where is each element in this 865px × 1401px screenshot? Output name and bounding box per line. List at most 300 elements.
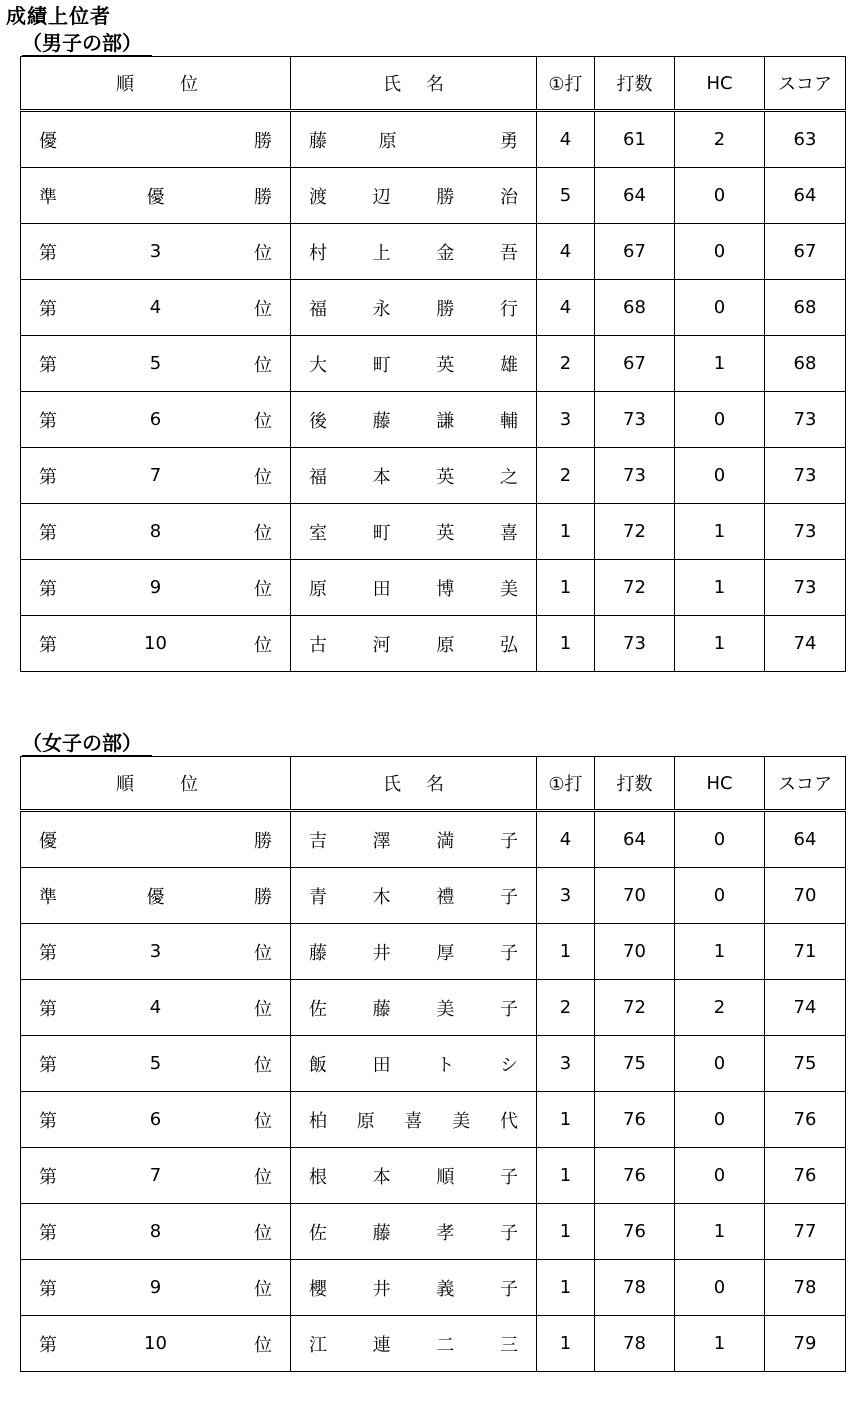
- rank-cell-part: 10: [144, 1333, 167, 1354]
- rank-cell-part: 勝: [254, 830, 272, 852]
- name-cell-part: 之: [499, 466, 518, 488]
- name-cell-part: 順: [436, 1166, 455, 1188]
- name-cell-part: 吉: [309, 830, 327, 852]
- rank-cell-part: 位: [253, 942, 272, 964]
- table-row: [21, 924, 846, 980]
- table-body-women: [21, 811, 846, 1372]
- header-rank-char: 順: [116, 774, 134, 795]
- table-row: [21, 224, 846, 280]
- rank-cell-part: 優: [146, 186, 165, 208]
- name-cell: [291, 1316, 537, 1372]
- rank-cell-part: 第: [39, 242, 57, 264]
- name-cell-part: 青: [309, 886, 327, 908]
- name-cell-part: 子: [499, 942, 518, 964]
- rank-cell-part: 位: [253, 1278, 272, 1300]
- first-stroke-cell: 3: [537, 868, 595, 924]
- table-row: [21, 1148, 846, 1204]
- name-cell: [291, 1036, 537, 1092]
- name-cell: [291, 504, 537, 560]
- header-name-char: 名: [426, 774, 444, 795]
- header-name-char: 名: [426, 74, 444, 95]
- header-rank: [21, 757, 291, 811]
- strokes-cell: 76: [595, 1204, 675, 1260]
- first-stroke-cell: 3: [537, 392, 595, 448]
- name-cell-part: 町: [372, 354, 391, 376]
- first-stroke-cell: 1: [537, 1204, 595, 1260]
- rank-cell-part: 第: [39, 1054, 57, 1076]
- table-row: [21, 560, 846, 616]
- rank-cell-part: 勝: [254, 186, 272, 208]
- rank-cell-part: 勝: [254, 130, 272, 152]
- name-cell-part: 藤: [309, 942, 327, 964]
- strokes-cell: 73: [595, 392, 675, 448]
- score-cell: 74: [765, 980, 846, 1036]
- rank-cell: [21, 1036, 291, 1092]
- rank-cell-part: 第: [39, 410, 57, 432]
- rank-cell-part: 第: [39, 1166, 57, 1188]
- name-cell-part: 謙: [436, 410, 455, 432]
- name-cell-part: 江: [309, 1334, 327, 1356]
- table-row: [21, 1204, 846, 1260]
- name-cell-part: 町: [372, 522, 391, 544]
- name-cell-part: 二: [436, 1334, 455, 1356]
- name-cell-part: 子: [499, 1222, 518, 1244]
- name-cell-part: 禮: [436, 886, 455, 908]
- first-stroke-cell: 1: [537, 1260, 595, 1316]
- name-cell: [291, 1204, 537, 1260]
- name-cell-part: 渡: [309, 186, 327, 208]
- name-cell: [291, 980, 537, 1036]
- name-cell-part: 美: [499, 578, 518, 600]
- rank-cell-part: 第: [39, 354, 57, 376]
- rank-cell-part: 優: [39, 130, 57, 152]
- rank-cell: [21, 616, 291, 672]
- header-name: [291, 757, 537, 811]
- rank-cell-part: 位: [253, 522, 272, 544]
- rank-cell-part: 第: [39, 998, 57, 1020]
- name-cell-part: 代: [500, 1110, 518, 1132]
- rank-cell-part: 位: [253, 242, 272, 264]
- table-header-row: [21, 757, 846, 811]
- hc-cell: 1: [675, 1204, 765, 1260]
- name-cell-part: 英: [436, 354, 455, 376]
- name-cell-part: 英: [436, 522, 455, 544]
- table-row: [21, 1092, 846, 1148]
- rank-cell-part: 勝: [254, 886, 272, 908]
- strokes-cell: 72: [595, 504, 675, 560]
- header-hc: HC: [675, 757, 765, 811]
- rank-cell-part: 位: [253, 466, 272, 488]
- name-cell-part: 根: [309, 1166, 327, 1188]
- header-rank-char: 位: [180, 774, 198, 795]
- score-cell: 64: [765, 811, 846, 868]
- score-cell: 71: [765, 924, 846, 980]
- score-cell: 76: [765, 1092, 846, 1148]
- name-cell-part: 行: [499, 298, 518, 320]
- name-cell-part: 福: [309, 466, 327, 488]
- score-cell: 67: [765, 224, 846, 280]
- score-cell: 79: [765, 1316, 846, 1372]
- name-cell-part: 藤: [372, 998, 391, 1020]
- name-cell-part: 河: [372, 634, 391, 656]
- name-cell: [291, 224, 537, 280]
- name-cell: [291, 392, 537, 448]
- strokes-cell: 78: [595, 1260, 675, 1316]
- rank-cell-part: 3: [149, 941, 162, 962]
- name-cell-part: 辺: [372, 186, 391, 208]
- rank-cell: [21, 560, 291, 616]
- name-cell-part: 古: [309, 634, 327, 656]
- name-cell-part: 本: [372, 1166, 391, 1188]
- name-cell-part: 澤: [372, 830, 391, 852]
- hc-cell: 2: [675, 980, 765, 1036]
- name-cell-part: 吾: [499, 242, 518, 264]
- name-cell-part: 大: [309, 354, 327, 376]
- name-cell-part: 原: [378, 130, 397, 152]
- name-cell: [291, 448, 537, 504]
- table-row: [21, 448, 846, 504]
- score-cell: 73: [765, 504, 846, 560]
- table-row: [21, 336, 846, 392]
- name-cell-part: 佐: [309, 998, 327, 1020]
- first-stroke-cell: 1: [537, 1092, 595, 1148]
- hc-cell: 1: [675, 1316, 765, 1372]
- name-cell-part: 勇: [499, 130, 518, 152]
- table-row: [21, 280, 846, 336]
- rank-cell: [21, 392, 291, 448]
- hc-cell: 0: [675, 224, 765, 280]
- rank-cell-part: 位: [253, 1166, 272, 1188]
- hc-cell: 0: [675, 392, 765, 448]
- first-stroke-cell: 2: [537, 336, 595, 392]
- rank-cell-part: 4: [149, 297, 162, 318]
- first-stroke-cell: 2: [537, 448, 595, 504]
- rank-cell: [21, 168, 291, 224]
- name-cell-part: 雄: [499, 354, 518, 376]
- rank-cell: [21, 1316, 291, 1372]
- strokes-cell: 72: [595, 980, 675, 1036]
- name-cell-part: 井: [372, 1278, 391, 1300]
- header-score: スコア: [765, 57, 846, 111]
- rank-cell-part: 10: [144, 633, 167, 654]
- hc-cell: 1: [675, 616, 765, 672]
- rank-cell-part: 位: [253, 410, 272, 432]
- name-cell-part: 連: [372, 1334, 391, 1356]
- rank-cell-part: 第: [39, 1278, 57, 1300]
- score-cell: 64: [765, 168, 846, 224]
- rank-cell: [21, 924, 291, 980]
- table-row: [21, 504, 846, 560]
- name-cell: [291, 1092, 537, 1148]
- name-cell-part: 子: [499, 1278, 518, 1300]
- rank-cell-part: 3: [149, 241, 162, 262]
- rank-cell-part: 第: [39, 1334, 57, 1356]
- rank-cell-part: 4: [149, 997, 162, 1018]
- name-cell: [291, 616, 537, 672]
- name-cell: [291, 336, 537, 392]
- strokes-cell: 64: [595, 811, 675, 868]
- table-row: [21, 1036, 846, 1092]
- hc-cell: 0: [675, 280, 765, 336]
- hc-cell: 1: [675, 504, 765, 560]
- name-cell: [291, 280, 537, 336]
- hc-cell: 0: [675, 811, 765, 868]
- strokes-cell: 73: [595, 448, 675, 504]
- strokes-cell: 61: [595, 111, 675, 168]
- hc-cell: 2: [675, 111, 765, 168]
- header-score: スコア: [765, 757, 846, 811]
- rank-cell-part: 優: [39, 830, 57, 852]
- name-cell-part: シ: [499, 1054, 518, 1076]
- first-stroke-cell: 1: [537, 504, 595, 560]
- name-cell-part: 子: [499, 998, 518, 1020]
- table-row: [21, 168, 846, 224]
- hc-cell: 0: [675, 448, 765, 504]
- name-cell-part: 英: [436, 466, 455, 488]
- score-cell: 77: [765, 1204, 846, 1260]
- strokes-cell: 75: [595, 1036, 675, 1092]
- header-first-stroke: ①打: [537, 57, 595, 111]
- first-stroke-cell: 1: [537, 1316, 595, 1372]
- score-cell: 70: [765, 868, 846, 924]
- name-cell-part: 満: [436, 830, 455, 852]
- header-rank-char: 順: [116, 74, 134, 95]
- name-cell-part: ト: [436, 1054, 455, 1076]
- page-title: 成績上位者: [6, 4, 111, 28]
- table-header-row: [21, 57, 846, 111]
- name-cell-part: 弘: [499, 634, 518, 656]
- name-cell-part: 三: [499, 1334, 518, 1356]
- name-cell-part: 木: [372, 886, 391, 908]
- section-heading-men: （男子の部）: [22, 31, 152, 57]
- score-cell: 74: [765, 616, 846, 672]
- rank-cell-part: 8: [149, 521, 162, 542]
- name-cell-part: 藤: [372, 410, 391, 432]
- rank-cell-part: 第: [39, 466, 57, 488]
- rank-cell-part: 8: [149, 1221, 162, 1242]
- rank-cell: [21, 1260, 291, 1316]
- name-cell-part: 厚: [436, 942, 455, 964]
- rank-cell-part: 位: [254, 1334, 272, 1356]
- score-cell: 78: [765, 1260, 846, 1316]
- first-stroke-cell: 3: [537, 1036, 595, 1092]
- rank-cell-part: 第: [39, 1110, 57, 1132]
- section-heading-women: （女子の部）: [22, 731, 152, 757]
- score-cell: 73: [765, 560, 846, 616]
- score-cell: 75: [765, 1036, 846, 1092]
- name-cell-part: 義: [436, 1278, 455, 1300]
- score-cell: 73: [765, 392, 846, 448]
- strokes-cell: 67: [595, 224, 675, 280]
- hc-cell: 1: [675, 924, 765, 980]
- table-row: [21, 980, 846, 1036]
- name-cell-part: 藤: [372, 1222, 391, 1244]
- name-cell-part: 金: [436, 242, 455, 264]
- name-cell-part: 喜: [404, 1110, 423, 1132]
- rank-cell: [21, 980, 291, 1036]
- name-cell-part: 永: [372, 298, 391, 320]
- name-cell-part: 治: [499, 186, 518, 208]
- header-rank-char: 位: [180, 74, 198, 95]
- table-row: [21, 111, 846, 168]
- name-cell-part: 美: [452, 1110, 471, 1132]
- name-cell-part: 村: [309, 242, 327, 264]
- name-cell-part: 子: [499, 886, 518, 908]
- rank-cell-part: 位: [253, 998, 272, 1020]
- first-stroke-cell: 4: [537, 811, 595, 868]
- strokes-cell: 67: [595, 336, 675, 392]
- score-cell: 68: [765, 280, 846, 336]
- rank-cell-part: 第: [39, 634, 57, 656]
- header-strokes: 打数: [595, 57, 675, 111]
- score-cell: 63: [765, 111, 846, 168]
- rank-cell: [21, 868, 291, 924]
- rank-cell: [21, 1092, 291, 1148]
- name-cell-part: 飯: [309, 1054, 327, 1076]
- name-cell-part: 井: [372, 942, 391, 964]
- hc-cell: 0: [675, 1260, 765, 1316]
- first-stroke-cell: 5: [537, 168, 595, 224]
- rank-cell-part: 第: [39, 298, 57, 320]
- name-cell: [291, 868, 537, 924]
- name-cell-part: 原: [309, 578, 327, 600]
- hc-cell: 0: [675, 868, 765, 924]
- hc-cell: 0: [675, 168, 765, 224]
- name-cell: [291, 560, 537, 616]
- name-cell-part: 子: [499, 1166, 518, 1188]
- rank-cell-part: 6: [149, 409, 162, 430]
- rank-cell-part: 位: [253, 1222, 272, 1244]
- name-cell-part: 藤: [309, 130, 327, 152]
- name-cell-part: 子: [499, 830, 518, 852]
- name-cell-part: 本: [372, 466, 391, 488]
- strokes-cell: 76: [595, 1148, 675, 1204]
- name-cell: [291, 1260, 537, 1316]
- name-cell-part: 輔: [499, 410, 518, 432]
- name-cell-part: 孝: [436, 1222, 455, 1244]
- score-cell: 68: [765, 336, 846, 392]
- name-cell: [291, 111, 537, 168]
- strokes-cell: 64: [595, 168, 675, 224]
- table-body-men: [21, 111, 846, 672]
- rank-cell-part: 位: [253, 1110, 272, 1132]
- table-row: [21, 868, 846, 924]
- rank-cell: [21, 504, 291, 560]
- name-cell-part: 田: [372, 1054, 391, 1076]
- header-name-char: 氏: [383, 774, 401, 795]
- header-name: [291, 57, 537, 111]
- table-row: [21, 1316, 846, 1372]
- name-cell-part: 福: [309, 298, 327, 320]
- rank-cell-part: 準: [39, 886, 57, 908]
- rank-cell-part: 第: [39, 522, 57, 544]
- rank-cell-part: 5: [149, 1053, 162, 1074]
- table-row: [21, 392, 846, 448]
- results-table-women: [20, 756, 846, 1372]
- first-stroke-cell: 4: [537, 280, 595, 336]
- table-row: [21, 616, 846, 672]
- rank-cell-part: 位: [254, 634, 272, 656]
- hc-cell: 0: [675, 1036, 765, 1092]
- rank-cell: [21, 111, 291, 168]
- hc-cell: 0: [675, 1148, 765, 1204]
- name-cell-part: 上: [372, 242, 391, 264]
- strokes-cell: 72: [595, 560, 675, 616]
- rank-cell-part: 位: [253, 578, 272, 600]
- rank-cell: [21, 280, 291, 336]
- strokes-cell: 70: [595, 868, 675, 924]
- name-cell-part: 勝: [436, 298, 455, 320]
- first-stroke-cell: 4: [537, 224, 595, 280]
- rank-cell: [21, 811, 291, 868]
- rank-cell-part: 7: [149, 465, 162, 486]
- first-stroke-cell: 1: [537, 616, 595, 672]
- name-cell-part: 原: [436, 634, 455, 656]
- header-first-stroke: ①打: [537, 757, 595, 811]
- name-cell-part: 室: [309, 522, 327, 544]
- rank-cell: [21, 336, 291, 392]
- first-stroke-cell: 1: [537, 1148, 595, 1204]
- hc-cell: 1: [675, 560, 765, 616]
- strokes-cell: 76: [595, 1092, 675, 1148]
- rank-cell-part: 優: [146, 886, 165, 908]
- name-cell: [291, 168, 537, 224]
- rank-cell-part: 第: [39, 578, 57, 600]
- name-cell-part: 勝: [436, 186, 455, 208]
- header-rank: [21, 57, 291, 111]
- name-cell: [291, 1148, 537, 1204]
- rank-cell-part: 位: [253, 298, 272, 320]
- name-cell: [291, 811, 537, 868]
- score-cell: 76: [765, 1148, 846, 1204]
- rank-cell: [21, 448, 291, 504]
- strokes-cell: 68: [595, 280, 675, 336]
- rank-cell-part: 第: [39, 942, 57, 964]
- table-row: [21, 811, 846, 868]
- strokes-cell: 70: [595, 924, 675, 980]
- name-cell-part: 田: [372, 578, 391, 600]
- name-cell-part: 後: [309, 410, 327, 432]
- hc-cell: 0: [675, 1092, 765, 1148]
- name-cell-part: 櫻: [309, 1278, 327, 1300]
- rank-cell-part: 位: [253, 1054, 272, 1076]
- rank-cell-part: 5: [149, 353, 162, 374]
- name-cell-part: 美: [436, 998, 455, 1020]
- results-table-men: [20, 56, 846, 672]
- first-stroke-cell: 2: [537, 980, 595, 1036]
- name-cell-part: 柏: [309, 1110, 327, 1132]
- first-stroke-cell: 4: [537, 111, 595, 168]
- score-cell: 73: [765, 448, 846, 504]
- header-hc: HC: [675, 57, 765, 111]
- rank-cell-part: 7: [149, 1165, 162, 1186]
- rank-cell-part: 位: [253, 354, 272, 376]
- rank-cell: [21, 224, 291, 280]
- rank-cell-part: 第: [39, 1222, 57, 1244]
- rank-cell-part: 準: [39, 186, 57, 208]
- header-strokes: 打数: [595, 757, 675, 811]
- hc-cell: 1: [675, 336, 765, 392]
- rank-cell-part: 6: [149, 1109, 162, 1130]
- header-name-char: 氏: [383, 74, 401, 95]
- table-row: [21, 1260, 846, 1316]
- rank-cell-part: 9: [149, 1277, 162, 1298]
- name-cell-part: 喜: [499, 522, 518, 544]
- name-cell-part: 原: [356, 1110, 375, 1132]
- rank-cell: [21, 1148, 291, 1204]
- name-cell: [291, 924, 537, 980]
- name-cell-part: 博: [436, 578, 455, 600]
